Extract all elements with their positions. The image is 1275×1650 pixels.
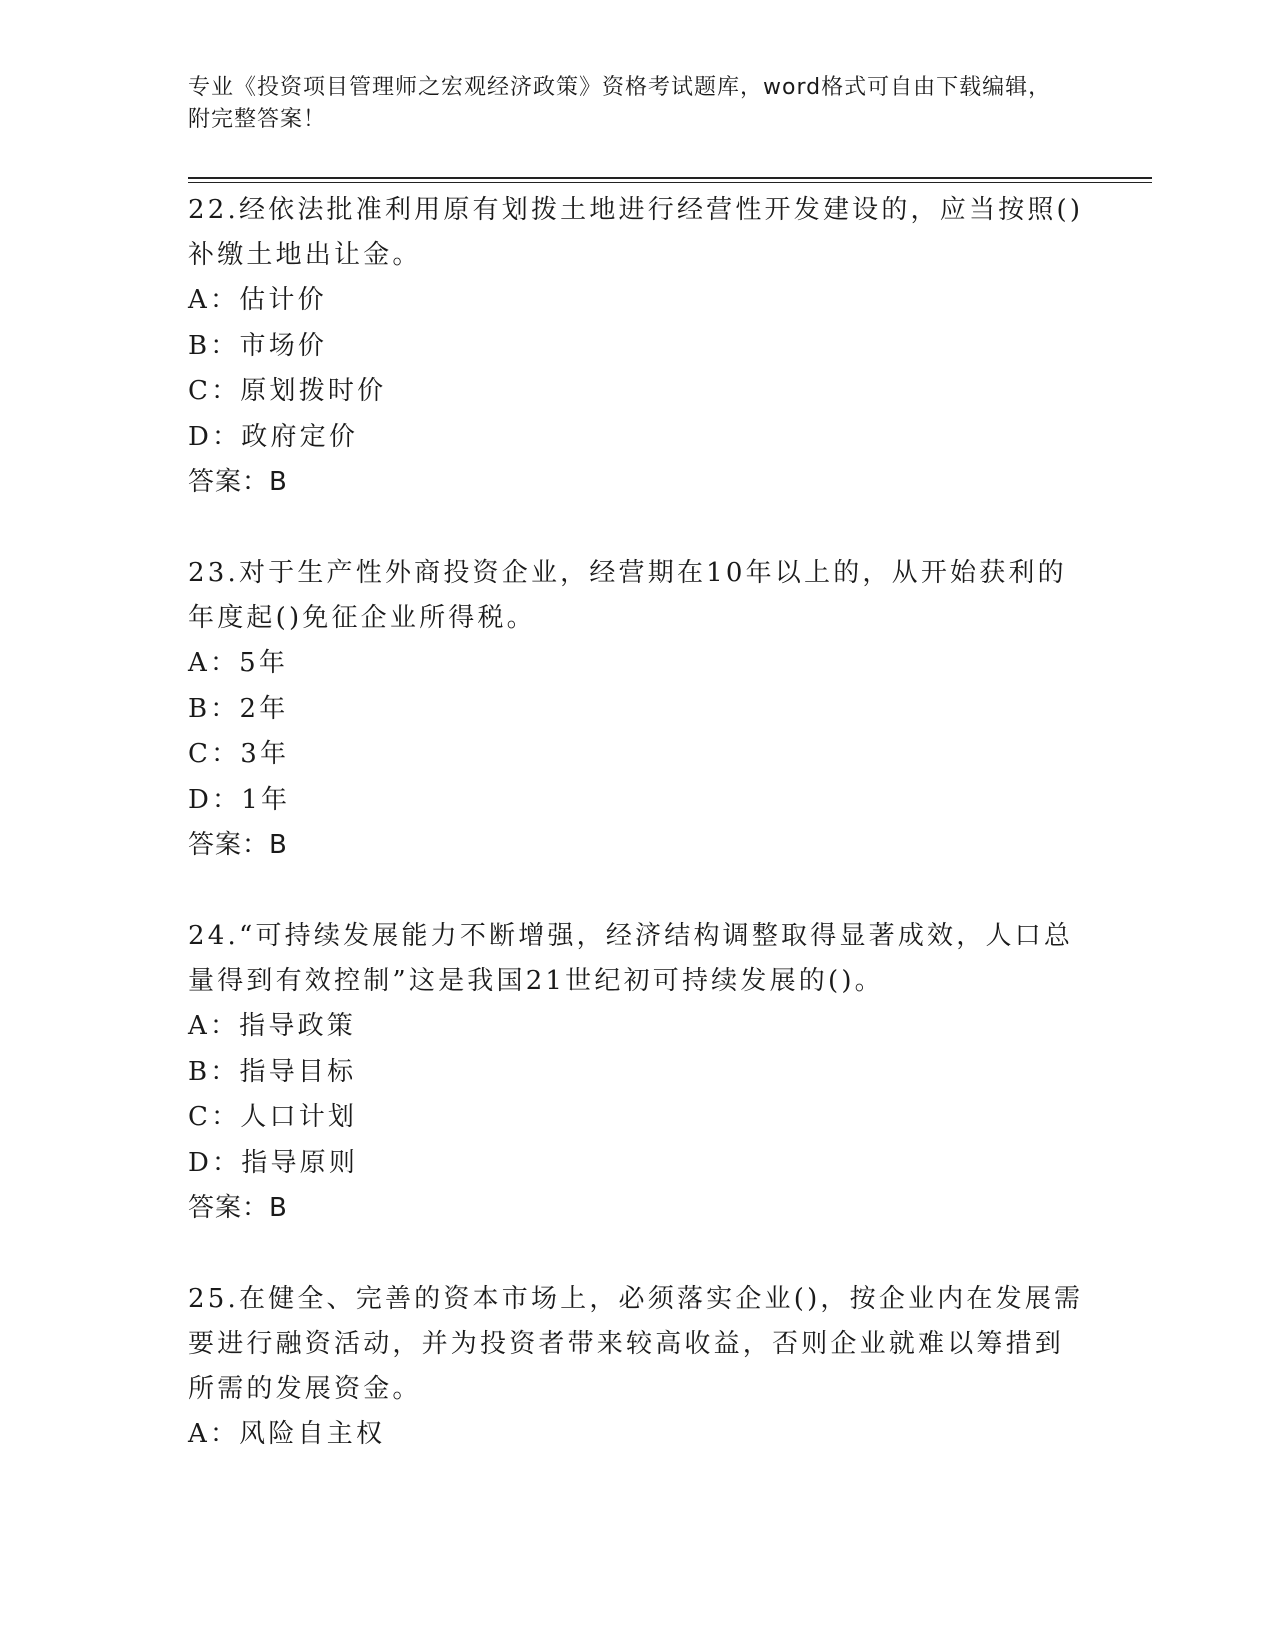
option-a: A：指导政策 [188, 1011, 356, 1041]
question-stem: 24.“可持续发展能力不断增强，经济结构调整取得显著成效，人口总量得到有效控制”这是我国21世纪初可持续发展的()。 [188, 921, 1074, 996]
answer: 答案：B [188, 467, 288, 497]
option-a: A：估计价 [188, 285, 327, 315]
header-divider-thin [188, 182, 1152, 183]
option-a: A：风险自主权 [188, 1419, 386, 1449]
question-23 [188, 551, 1088, 868]
option-b: B：市场价 [188, 330, 328, 361]
question-22 [188, 188, 1088, 505]
option-d: D：1年 [188, 784, 291, 815]
header-divider-thick [188, 177, 1152, 179]
question-stem: 22.经依法批准利用原有划拨土地进行经营性开发建设的，应当按照()补缴土地出让金。 [188, 195, 1084, 270]
option-a: A：5年 [188, 648, 289, 678]
option-b: B：2年 [188, 693, 289, 724]
option-c: C：原划拨时价 [188, 376, 387, 406]
question-24 [188, 914, 1088, 1231]
question-stem: 25.在健全、完善的资本市场上，必须落实企业()，按企业内在发展需要进行融资活动，并为投资者带来较高收益，否则企业就难以筹措到所需的发展资金。 [188, 1284, 1084, 1404]
answer: 答案：B [188, 1193, 288, 1223]
option-d: D：指导原则 [188, 1147, 359, 1178]
option-c: C：人口计划 [188, 1102, 358, 1132]
option-c: C：3年 [188, 739, 290, 769]
page-header: 专业《投资项目管理师之宏观经济政策》资格考试题库，word格式可自由下载编辑，附完整答案！ [188, 75, 1052, 132]
answer: 答案：B [188, 830, 288, 860]
question-25 [188, 1277, 1088, 1458]
option-b: B：指导目标 [188, 1056, 357, 1087]
option-d: D：政府定价 [188, 421, 359, 452]
question-stem: 23.对于生产性外商投资企业，经营期在10年以上的，从开始获利的年度起()免征企业所得税。 [188, 558, 1067, 633]
